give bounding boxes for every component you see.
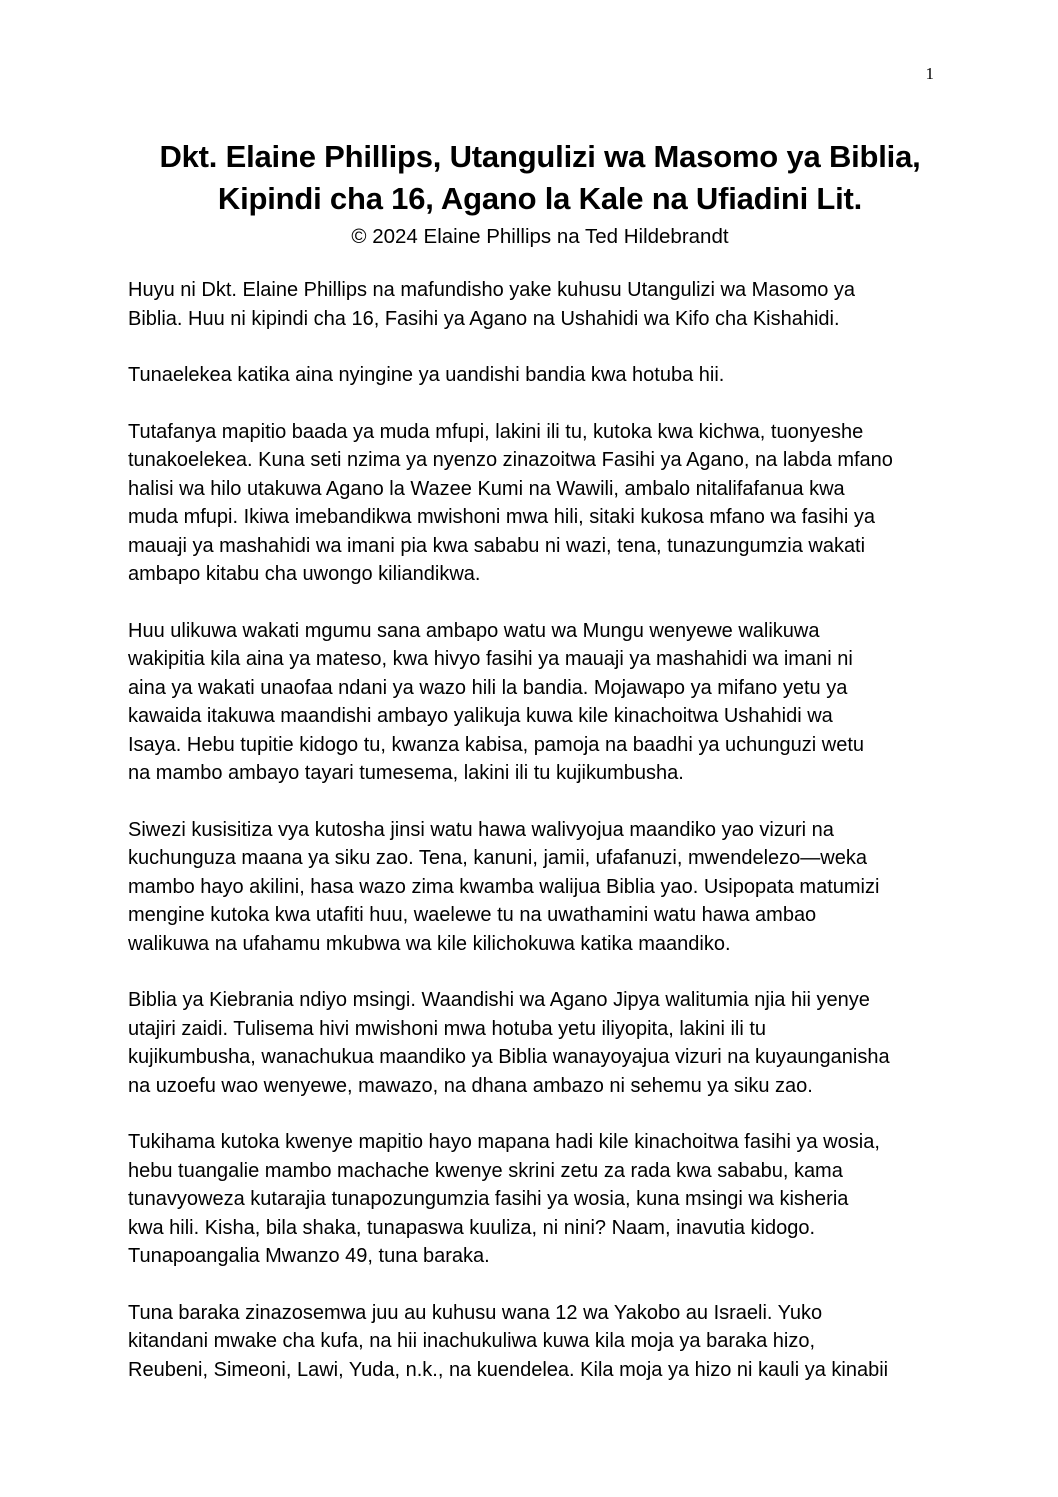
paragraph-line: Tuna baraka zinazosemwa juu au kuhusu wana 12 wa Yakobo au Israeli. Yuko: [128, 1301, 823, 1324]
paragraph-line: Tunaelekea katika aina nyingine ya uandishi bandia kwa hotuba hii.: [128, 364, 725, 386]
paragraph-line: aina ya wakati unaofaa ndani ya wazo hili la bandia. Mojawapo ya mifano yetu ya: [128, 676, 848, 699]
paragraph-line: tunakoelekea. Kuna seti nzima ya nyenzo zinazoitwa Fasihi ya Agano, na labda mfano: [128, 449, 893, 471]
paragraph-line: na mambo ambayo tayari tumesema, lakini ili tu kujikumbusha.: [128, 762, 684, 784]
paragraph-line: mauaji ya mashahidi wa imani pia kwa sababu ni wazi, tena, tunazungumzia wakati: [128, 534, 866, 557]
paragraph-line: Huu ulikuwa wakati mgumu sana ambapo watu wa Mungu wenyewe walikuwa: [128, 619, 820, 642]
paragraph-line: Siwezi kusisitiza vya kutosha jinsi watu hawa walivyojua maandiko yao vizuri na: [128, 818, 834, 841]
paragraph: [128, 361, 938, 390]
paragraph-line: kujikumbusha, wanachukua maandiko ya Biblia wanayoyajua vizuri na kuyaunganisha: [128, 1046, 890, 1068]
paragraph-line: Isaya. Hebu tupitie kidogo tu, kwanza kabisa, pamoja na baadhi ya uchunguzi wetu: [128, 733, 865, 756]
paragraph-line: Biblia. Huu ni kipindi cha 16, Fasihi ya Agano na Ushahidi wa Kifo cha Kishahidi.: [128, 307, 840, 330]
paragraph-line: kuchunguza maana ya siku zao. Tena, kanuni, jamii, ufafanuzi, mwendelezo—weka: [128, 847, 867, 869]
paragraph-line: Reubeni, Simeoni, Lawi, Yuda, n.k., na kuendelea. Kila moja ya hizo ni kauli ya kinabii: [128, 1358, 889, 1381]
paragraph: [128, 1299, 938, 1385]
paragraph: [128, 418, 938, 589]
paragraph-line: muda mfupi. Ikiwa imebandikwa mwishoni mwa hili, sitaki kukosa mfano wa fasihi ya: [128, 506, 875, 528]
paragraph: [128, 986, 938, 1100]
page-number: 1: [925, 64, 934, 83]
paragraph: [128, 276, 938, 333]
paragraph-line: Huyu ni Dkt. Elaine Phillips na mafundisho yake kuhusu Utangulizi wa Masomo ya: [128, 279, 856, 301]
paragraph-line: tunavyoweza kutarajia tunapozungumzia fasihi ya wosia, kuna msingi wa kisheria: [128, 1188, 849, 1210]
paragraph-line: kawaida itakuwa maandishi ambayo yalikuja kuwa kile kinachoitwa Ushahidi wa: [128, 705, 833, 727]
paragraph-line: walikuwa na ufahamu mkubwa wa kile kilichokuwa katika maandiko.: [128, 932, 731, 955]
paragraph: [128, 816, 938, 959]
paragraph-line: na uzoefu wao wenyewe, mawazo, na dhana ambazo ni sehemu ya siku zao.: [128, 1074, 813, 1097]
paragraph-line: kitandani mwake cha kufa, na hii inachukuliwa kuwa kila moja ya baraka hizo,: [128, 1330, 816, 1352]
paragraph: [128, 1128, 938, 1271]
paragraph-line: Biblia ya Kiebrania ndiyo msingi. Waandishi wa Agano Jipya walitumia njia hii yenye: [128, 989, 870, 1011]
paragraph-line: Tukihama kutoka kwenye mapitio hayo mapana hadi kile kinachoitwa fasihi ya wosia,: [128, 1131, 880, 1153]
paragraph-line: halisi wa hilo utakuwa Agano la Wazee Kumi na Wawili, ambalo nitalifafanua kwa: [128, 477, 845, 500]
title-block: [100, 136, 980, 252]
paragraph-line: kwa hili. Kisha, bila shaka, tunapaswa kuuliza, ni nini? Naam, inavutia kidogo.: [128, 1216, 816, 1239]
paragraph-line: ambapo kitabu cha uwongo kiliandikwa.: [128, 563, 481, 585]
paragraph-line: Tunapoangalia Mwanzo 49, tuna baraka.: [128, 1245, 490, 1267]
paragraph-line: mambo hayo akilini, hasa wazo zima kwamba walijua Biblia yao. Usipopata matumizi: [128, 875, 880, 898]
document-title-line-2: Kipindi cha 16, Agano la Kale na Ufiadini Lit.: [217, 181, 863, 216]
paragraph-line: utajiri zaidi. Tulisema hivi mwishoni mwa hotuba yetu iliyopita, lakini ili tu: [128, 1017, 767, 1040]
copyright-notice: © 2024 Elaine Phillips na Ted Hildebrandt: [351, 225, 729, 248]
paragraph-line: Tutafanya mapitio baada ya muda mfupi, lakini ili tu, kutoka kwa kichwa, tuonyeshe: [128, 420, 864, 443]
paragraph-line: hebu tuangalie mambo machache kwenye skrini zetu za rada kwa sababu, kama: [128, 1159, 843, 1182]
paragraph-line: mengine kutoka kwa utafiti huu, waelewe tu na uwathamini watu hawa ambao: [128, 904, 817, 926]
document-body: [128, 276, 938, 1412]
paragraph-line: wakipitia kila aina ya mateso, kwa hivyo fasihi ya mauaji ya mashahidi wa imani ni: [128, 648, 853, 670]
document-title-line-1: Dkt. Elaine Phillips, Utangulizi wa Masomo ya Biblia,: [159, 139, 921, 174]
paragraph: [128, 617, 938, 788]
